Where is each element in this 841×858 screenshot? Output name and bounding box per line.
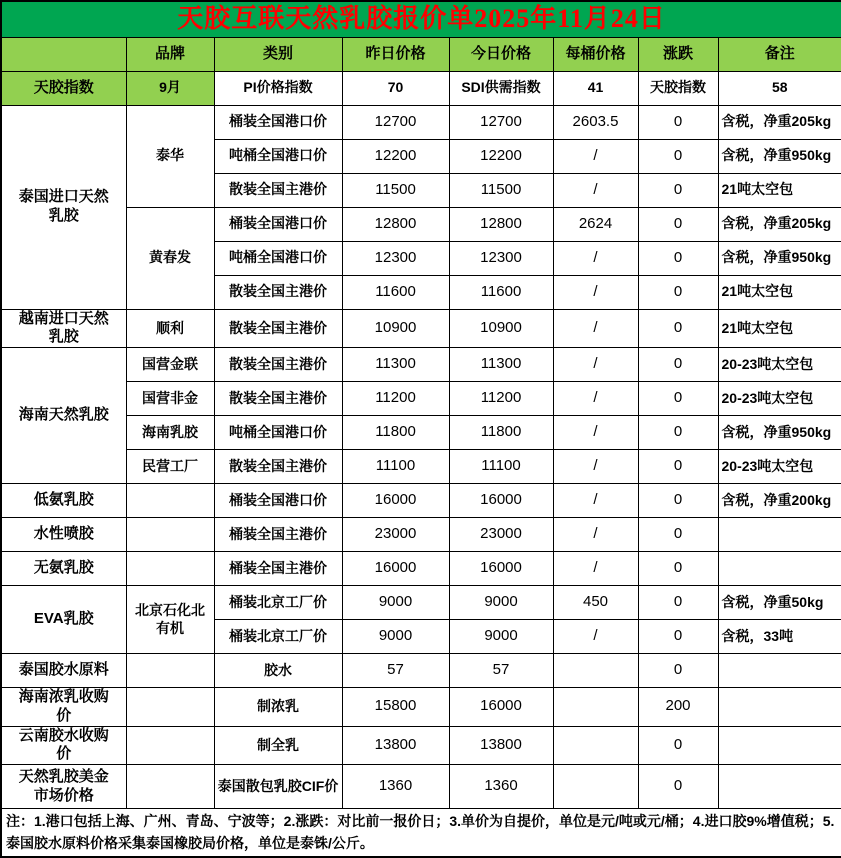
barrel-price-cell: / xyxy=(553,139,638,173)
change-cell: 0 xyxy=(638,207,718,241)
change-cell: 0 xyxy=(638,518,718,552)
barrel-price-cell xyxy=(553,654,638,688)
table-row xyxy=(1,450,841,484)
table-row xyxy=(1,654,841,688)
barrel-price-cell: / xyxy=(553,348,638,382)
header-barrel-price: 每桶价格 xyxy=(553,37,638,71)
barrel-price-cell: / xyxy=(553,382,638,416)
yesterday-price-cell: 23000 xyxy=(342,518,449,552)
type-cell: 桶装全国港口价 xyxy=(214,207,342,241)
today-price-cell: 1360 xyxy=(449,765,553,809)
table-row xyxy=(1,765,841,809)
today-price-cell: 11300 xyxy=(449,348,553,382)
yesterday-price-cell: 11800 xyxy=(342,416,449,450)
remark-cell xyxy=(718,688,841,727)
index-today-cell: SDI供需指数 xyxy=(449,71,553,105)
index-yesterday-cell: 70 xyxy=(342,71,449,105)
index-change-cell: 天胶指数 xyxy=(638,71,718,105)
table-row xyxy=(1,207,841,241)
table-row xyxy=(1,552,841,586)
today-price-cell: 12700 xyxy=(449,105,553,139)
today-price-cell: 9000 xyxy=(449,620,553,654)
header-yesterday-price: 昨日价格 xyxy=(342,37,449,71)
table-row xyxy=(1,518,841,552)
remark-cell: 含税，净重205kg xyxy=(718,105,841,139)
remark-cell: 含税，净重50kg xyxy=(718,586,841,620)
change-cell: 0 xyxy=(638,382,718,416)
today-price-cell: 12200 xyxy=(449,139,553,173)
yesterday-price-cell: 16000 xyxy=(342,484,449,518)
category-cell: 水性喷胶 xyxy=(1,518,126,552)
barrel-price-cell: 2624 xyxy=(553,207,638,241)
change-cell: 0 xyxy=(638,416,718,450)
category-cell: 低氨乳胶 xyxy=(1,484,126,518)
type-cell: 制全乳 xyxy=(214,726,342,765)
category-cell: 泰国胶水原料 xyxy=(1,654,126,688)
today-price-cell: 9000 xyxy=(449,586,553,620)
table-row xyxy=(1,382,841,416)
header-today-price: 今日价格 xyxy=(449,37,553,71)
change-cell: 0 xyxy=(638,765,718,809)
remark-cell: 21吨太空包 xyxy=(718,275,841,309)
barrel-price-cell: / xyxy=(553,620,638,654)
today-price-cell: 11800 xyxy=(449,416,553,450)
index-row xyxy=(1,71,841,105)
remark-cell: 20-23吨太空包 xyxy=(718,382,841,416)
table-row xyxy=(1,416,841,450)
change-cell: 0 xyxy=(638,726,718,765)
brand-cell xyxy=(126,552,214,586)
index-brand-cell: 9月 xyxy=(126,71,214,105)
change-cell: 0 xyxy=(638,105,718,139)
remark-cell xyxy=(718,518,841,552)
barrel-price-cell: / xyxy=(553,275,638,309)
barrel-price-cell xyxy=(553,688,638,727)
table-row xyxy=(1,105,841,139)
yesterday-price-cell: 16000 xyxy=(342,552,449,586)
yesterday-price-cell: 11200 xyxy=(342,382,449,416)
brand-cell: 国营金联 xyxy=(126,348,214,382)
table-row xyxy=(1,688,841,727)
type-cell: 桶装北京工厂价 xyxy=(214,586,342,620)
category-cell: 无氨乳胶 xyxy=(1,552,126,586)
remark-cell xyxy=(718,654,841,688)
barrel-price-cell xyxy=(553,726,638,765)
change-cell: 200 xyxy=(638,688,718,727)
yesterday-price-cell: 12700 xyxy=(342,105,449,139)
type-cell: 吨桶全国港口价 xyxy=(214,416,342,450)
type-cell: 桶装全国主港价 xyxy=(214,518,342,552)
yesterday-price-cell: 9000 xyxy=(342,620,449,654)
today-price-cell: 11100 xyxy=(449,450,553,484)
remark-cell: 含税，净重200kg xyxy=(718,484,841,518)
remark-cell: 含税，净重950kg xyxy=(718,241,841,275)
type-cell: 散装全国主港价 xyxy=(214,275,342,309)
header-category xyxy=(1,37,126,71)
type-cell: 泰国散包乳胶CIF价 xyxy=(214,765,342,809)
remark-cell: 含税，净重205kg xyxy=(718,207,841,241)
table-row xyxy=(1,586,841,620)
change-cell: 0 xyxy=(638,586,718,620)
yesterday-price-cell: 1360 xyxy=(342,765,449,809)
yesterday-price-cell: 12300 xyxy=(342,241,449,275)
table-row xyxy=(1,726,841,765)
brand-cell: 顺利 xyxy=(126,309,214,348)
barrel-price-cell: 2603.5 xyxy=(553,105,638,139)
yesterday-price-cell: 13800 xyxy=(342,726,449,765)
header-brand: 品牌 xyxy=(126,37,214,71)
brand-cell: 泰华 xyxy=(126,105,214,207)
yesterday-price-cell: 12200 xyxy=(342,139,449,173)
today-price-cell: 11500 xyxy=(449,173,553,207)
remark-cell: 含税，33吨 xyxy=(718,620,841,654)
header-change: 涨跌 xyxy=(638,37,718,71)
barrel-price-cell: / xyxy=(553,484,638,518)
yesterday-price-cell: 11300 xyxy=(342,348,449,382)
barrel-price-cell: / xyxy=(553,518,638,552)
brand-cell: 海南乳胶 xyxy=(126,416,214,450)
index-barrel-cell: 41 xyxy=(553,71,638,105)
index-remark-cell: 58 xyxy=(718,71,841,105)
category-cell: 泰国进口天然乳胶 xyxy=(1,105,126,309)
type-cell: 桶装北京工厂价 xyxy=(214,620,342,654)
brand-cell xyxy=(126,688,214,727)
today-price-cell: 23000 xyxy=(449,518,553,552)
remark-cell: 含税，净重950kg xyxy=(718,416,841,450)
category-cell: 海南浓乳收购价 xyxy=(1,688,126,727)
brand-cell xyxy=(126,654,214,688)
category-cell: 海南天然乳胶 xyxy=(1,348,126,484)
remark-cell: 含税，净重950kg xyxy=(718,139,841,173)
change-cell: 0 xyxy=(638,241,718,275)
header-remark: 备注 xyxy=(718,37,841,71)
today-price-cell: 13800 xyxy=(449,726,553,765)
brand-cell xyxy=(126,484,214,518)
yesterday-price-cell: 10900 xyxy=(342,309,449,348)
today-price-cell: 12800 xyxy=(449,207,553,241)
category-cell: 天然乳胶美金市场价格 xyxy=(1,765,126,809)
category-cell: EVA乳胶 xyxy=(1,586,126,654)
table-row xyxy=(1,484,841,518)
brand-cell: 民营工厂 xyxy=(126,450,214,484)
header-row xyxy=(1,37,841,71)
change-cell: 0 xyxy=(638,620,718,654)
type-cell: 散装全国主港价 xyxy=(214,382,342,416)
barrel-price-cell: / xyxy=(553,552,638,586)
barrel-price-cell: / xyxy=(553,173,638,207)
footnote: 注：1.港口包括上海、广州、青岛、宁波等；2.涨跌：对比前一报价日；3.单价为自提价，单位是元/吨或元/桶；4.进口胶9%增值税；5.泰国胶水原料价格采集泰国橡胶局价格，单位是泰铢/公斤。 xyxy=(1,809,841,858)
today-price-cell: 16000 xyxy=(449,552,553,586)
type-cell: 胶水 xyxy=(214,654,342,688)
remark-cell xyxy=(718,765,841,809)
table-row xyxy=(1,348,841,382)
yesterday-price-cell: 11600 xyxy=(342,275,449,309)
change-cell: 0 xyxy=(638,139,718,173)
remark-cell: 20-23吨太空包 xyxy=(718,348,841,382)
remark-cell: 21吨太空包 xyxy=(718,309,841,348)
today-price-cell: 12300 xyxy=(449,241,553,275)
remark-cell: 20-23吨太空包 xyxy=(718,450,841,484)
today-price-cell: 11200 xyxy=(449,382,553,416)
yesterday-price-cell: 12800 xyxy=(342,207,449,241)
today-price-cell: 16000 xyxy=(449,688,553,727)
yesterday-price-cell: 15800 xyxy=(342,688,449,727)
barrel-price-cell xyxy=(553,765,638,809)
change-cell: 0 xyxy=(638,275,718,309)
barrel-price-cell: 450 xyxy=(553,586,638,620)
barrel-price-cell: / xyxy=(553,241,638,275)
yesterday-price-cell: 57 xyxy=(342,654,449,688)
brand-cell: 黄春发 xyxy=(126,207,214,309)
barrel-price-cell: / xyxy=(553,416,638,450)
category-cell: 越南进口天然乳胶 xyxy=(1,309,126,348)
index-category-cell: 天胶指数 xyxy=(1,71,126,105)
type-cell: 散装全国主港价 xyxy=(214,173,342,207)
header-type: 类别 xyxy=(214,37,342,71)
type-cell: 吨桶全国港口价 xyxy=(214,139,342,173)
table-row xyxy=(1,309,841,348)
change-cell: 0 xyxy=(638,552,718,586)
type-cell: 桶装全国港口价 xyxy=(214,105,342,139)
brand-cell: 北京石化北有机 xyxy=(126,586,214,654)
yesterday-price-cell: 9000 xyxy=(342,586,449,620)
change-cell: 0 xyxy=(638,654,718,688)
brand-cell: 国营非金 xyxy=(126,382,214,416)
today-price-cell: 16000 xyxy=(449,484,553,518)
remark-cell xyxy=(718,726,841,765)
index-type-cell: PI价格指数 xyxy=(214,71,342,105)
change-cell: 0 xyxy=(638,450,718,484)
brand-cell xyxy=(126,726,214,765)
change-cell: 0 xyxy=(638,309,718,348)
type-cell: 制浓乳 xyxy=(214,688,342,727)
change-cell: 0 xyxy=(638,173,718,207)
yesterday-price-cell: 11100 xyxy=(342,450,449,484)
barrel-price-cell: / xyxy=(553,309,638,348)
remark-cell: 21吨太空包 xyxy=(718,173,841,207)
category-cell: 云南胶水收购价 xyxy=(1,726,126,765)
barrel-price-cell: / xyxy=(553,450,638,484)
today-price-cell: 10900 xyxy=(449,309,553,348)
type-cell: 吨桶全国港口价 xyxy=(214,241,342,275)
today-price-cell: 57 xyxy=(449,654,553,688)
change-cell: 0 xyxy=(638,348,718,382)
type-cell: 散装全国主港价 xyxy=(214,450,342,484)
type-cell: 散装全国主港价 xyxy=(214,348,342,382)
brand-cell xyxy=(126,765,214,809)
type-cell: 桶装全国主港价 xyxy=(214,552,342,586)
yesterday-price-cell: 11500 xyxy=(342,173,449,207)
change-cell: 0 xyxy=(638,484,718,518)
type-cell: 散装全国主港价 xyxy=(214,309,342,348)
page-title: 天胶互联天然乳胶报价单2025年11月24日 xyxy=(1,1,841,37)
brand-cell xyxy=(126,518,214,552)
type-cell: 桶装全国港口价 xyxy=(214,484,342,518)
today-price-cell: 11600 xyxy=(449,275,553,309)
remark-cell xyxy=(718,552,841,586)
